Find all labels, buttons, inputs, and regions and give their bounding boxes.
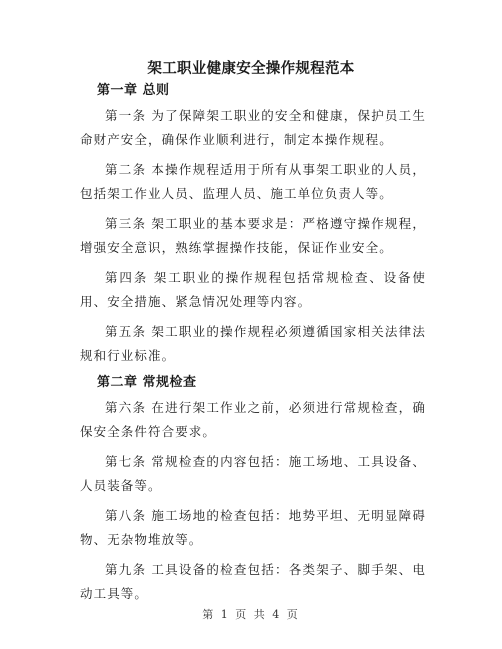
article-4: 第四条 架工职业的操作规程包括常规检查、设备使用、安全措施、紧急情况处理等内容。 bbox=[80, 270, 426, 309]
document-body bbox=[80, 82, 426, 612]
article-1: 第一条 为了保障架工职业的安全和健康，保护员工生命财产安全，确保作业顺利进行，制定本操作规程。 bbox=[80, 108, 426, 147]
article-3: 第三条 架工职业的基本要求是：严格遵守操作规程，增强安全意识，熟练掌握操作技能，保证作业安全。 bbox=[80, 216, 426, 255]
article-6: 第六条 在进行架工作业之前，必须进行常规检查，确保安全条件符合要求。 bbox=[80, 400, 426, 439]
chapter-heading: 第二章 常规检查 bbox=[97, 375, 197, 390]
article-5: 第五条 架工职业的操作规程必须遵循国家相关法律法规和行业标准。 bbox=[80, 324, 426, 363]
chapter-2-section bbox=[80, 374, 426, 606]
chapter-1-section bbox=[80, 82, 426, 368]
article-9: 第九条 工具设备的检查包括：各类架子、脚手架、电动工具等。 bbox=[80, 562, 426, 601]
chapter-heading: 第一章 总则 bbox=[97, 83, 170, 98]
page-footer: 第 1 页 共 4 页 bbox=[202, 608, 300, 621]
article-2: 第二条 本操作规程适用于所有从事架工职业的人员，包括架工作业人员、监理人员、施工单位负责人等。 bbox=[80, 162, 426, 201]
article-8: 第八条 施工场地的检查包括：地势平坦、无明显障碍物、无杂物堆放等。 bbox=[80, 508, 426, 547]
document-title: 架工职业健康安全操作规程范本 bbox=[147, 61, 355, 77]
article-7: 第七条 常规检查的内容包括：施工场地、工具设备、人员装备等。 bbox=[80, 454, 426, 493]
